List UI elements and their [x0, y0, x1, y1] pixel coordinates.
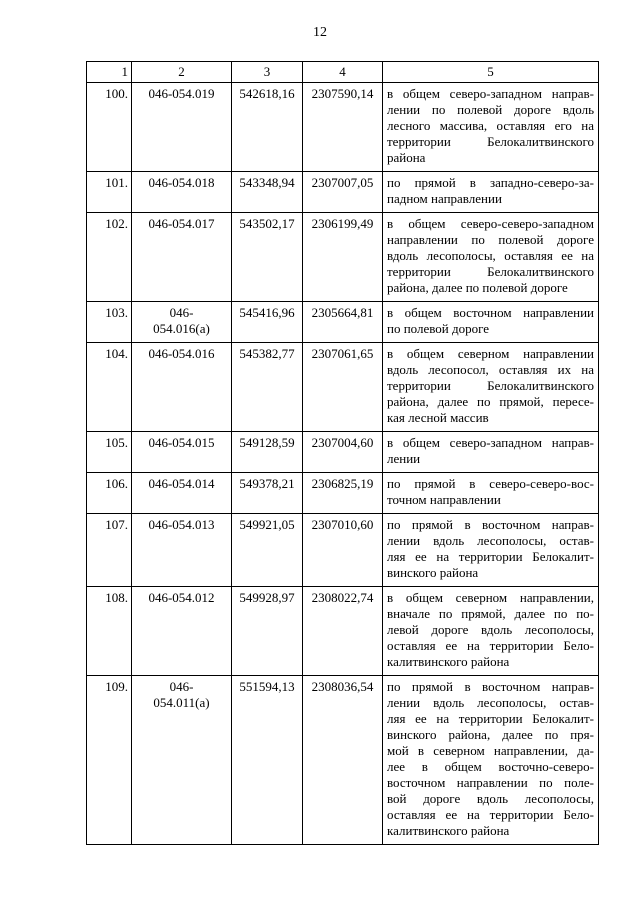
x-coordinate-cell: 543502,17 [232, 213, 303, 302]
description-cell [383, 514, 599, 587]
description-line: лесного массива, оставляя его на [387, 118, 594, 133]
description-line: кая лесной массив [387, 410, 489, 425]
x-coordinate-cell: 545416,96 [232, 302, 303, 343]
description-line: калитвинского района [387, 654, 510, 669]
x-coordinate-cell: 549921,05 [232, 514, 303, 587]
point-code-cell: 046-054.018 [132, 172, 232, 213]
description-line: по прямой в западно-северо-за- [387, 175, 594, 190]
description-line: района, далее по прямой, пересе- [387, 394, 594, 409]
description-line: падном направлении [387, 191, 502, 206]
table-body [87, 83, 599, 845]
description-line: ляя ее на территории Белокалит- [387, 549, 594, 564]
table-row [87, 473, 599, 514]
description-line: в общем северо-западном направ- [387, 86, 594, 101]
table-row [87, 83, 599, 172]
description-line: по прямой в восточном направ- [387, 517, 594, 532]
y-coordinate-cell: 2307010,60 [303, 514, 383, 587]
description-line: в общем северном направлении [387, 346, 594, 361]
y-coordinate-cell: 2307004,60 [303, 432, 383, 473]
point-code-cell: 046- 054.011(а) [132, 676, 232, 845]
y-coordinate-cell: 2306199,49 [303, 213, 383, 302]
description-line: оставляя ее на территории Бело- [387, 638, 594, 653]
description-line: направлении по полевой дороге [387, 232, 594, 247]
x-coordinate-cell: 549128,59 [232, 432, 303, 473]
table-row [87, 676, 599, 845]
description-line: ляя ее на территории Белокалит- [387, 711, 594, 726]
description-line: территории Белокалитвинского [387, 264, 594, 279]
point-code-cell: 046-054.014 [132, 473, 232, 514]
description-cell [383, 302, 599, 343]
description-line: по прямой в восточном направ- [387, 679, 594, 694]
description-line: восточном направлении по поле- [387, 775, 594, 790]
x-coordinate-cell: 551594,13 [232, 676, 303, 845]
description-cell [383, 343, 599, 432]
description-line: по полевой дороге [387, 321, 490, 336]
description-line: вначале по прямой, далее по по- [387, 606, 594, 621]
description-line: района, далее по полевой дороге [387, 280, 568, 295]
row-number-cell: 103. [87, 302, 132, 343]
row-number-cell: 106. [87, 473, 132, 514]
description-line: левой дороге вдоль лесополосы, [387, 622, 594, 637]
y-coordinate-cell: 2307007,05 [303, 172, 383, 213]
description-cell [383, 213, 599, 302]
description-cell [383, 587, 599, 676]
description-line: вой дороге вдоль лесополосы, [387, 791, 594, 806]
row-number-cell: 104. [87, 343, 132, 432]
description-line: винского района, далее по пря- [387, 727, 594, 742]
x-coordinate-cell: 545382,77 [232, 343, 303, 432]
description-line: территории Белокалитвинского [387, 134, 594, 149]
row-number-cell: 108. [87, 587, 132, 676]
table-row [87, 343, 599, 432]
description-line: лении вдоль лесополосы, остав- [387, 533, 594, 548]
table-row [87, 172, 599, 213]
description-line: в общем восточном направлении [387, 305, 594, 320]
description-line: вдоль лесопосол, оставляя их на [387, 362, 594, 377]
description-line: винского района [387, 565, 479, 580]
row-number-cell: 109. [87, 676, 132, 845]
point-code-cell: 046-054.013 [132, 514, 232, 587]
description-cell [383, 676, 599, 845]
page-number: 12 [313, 25, 327, 40]
description-line: вдоль лесополосы, оставляя ее на [387, 248, 594, 263]
description-cell [383, 473, 599, 514]
row-number-cell: 100. [87, 83, 132, 172]
description-cell [383, 172, 599, 213]
row-number-cell: 102. [87, 213, 132, 302]
point-code-cell: 046-054.016 [132, 343, 232, 432]
column-header-3: 3 [232, 62, 303, 83]
description-line: лении вдоль лесополосы, остав- [387, 695, 594, 710]
table-header-row [87, 62, 599, 83]
column-header-4: 4 [303, 62, 383, 83]
y-coordinate-cell: 2308022,74 [303, 587, 383, 676]
x-coordinate-cell: 549378,21 [232, 473, 303, 514]
row-number-cell: 107. [87, 514, 132, 587]
y-coordinate-cell: 2305664,81 [303, 302, 383, 343]
point-code-cell: 046-054.017 [132, 213, 232, 302]
description-line: в общем северном направлении, [387, 590, 594, 605]
description-line: лении по полевой дороге вдоль [387, 102, 594, 117]
point-code-cell: 046-054.019 [132, 83, 232, 172]
description-line: лее в общем восточно-северо- [387, 759, 594, 774]
x-coordinate-cell: 542618,16 [232, 83, 303, 172]
column-header-1: 1 [87, 62, 132, 83]
point-code-cell: 046- 054.016(а) [132, 302, 232, 343]
y-coordinate-cell: 2307590,14 [303, 83, 383, 172]
point-code-cell: 046-054.012 [132, 587, 232, 676]
point-code-cell: 046-054.015 [132, 432, 232, 473]
column-header-2: 2 [132, 62, 232, 83]
y-coordinate-cell: 2308036,54 [303, 676, 383, 845]
table-row [87, 432, 599, 473]
description-line: территории Белокалитвинского [387, 378, 594, 393]
description-line: точном направлении [387, 492, 501, 507]
x-coordinate-cell: 549928,97 [232, 587, 303, 676]
row-number-cell: 101. [87, 172, 132, 213]
description-line: калитвинского района [387, 823, 510, 838]
y-coordinate-cell: 2306825,19 [303, 473, 383, 514]
table-row [87, 587, 599, 676]
description-line: мой в северном направлении, да- [387, 743, 594, 758]
description-line: в общем северо-северо-западном [387, 216, 594, 231]
description-line: района [387, 150, 426, 165]
description-cell [383, 83, 599, 172]
description-line: лении [387, 451, 421, 466]
table-row [87, 514, 599, 587]
description-line: оставляя ее на территории Бело- [387, 807, 594, 822]
description-line: по прямой в северо-северо-вос- [387, 476, 594, 491]
boundary-points-table [86, 61, 599, 845]
column-header-5: 5 [383, 62, 599, 83]
table-row [87, 302, 599, 343]
y-coordinate-cell: 2307061,65 [303, 343, 383, 432]
row-number-cell: 105. [87, 432, 132, 473]
description-cell [383, 432, 599, 473]
table-row [87, 213, 599, 302]
x-coordinate-cell: 543348,94 [232, 172, 303, 213]
description-line: в общем северо-западном направ- [387, 435, 594, 450]
